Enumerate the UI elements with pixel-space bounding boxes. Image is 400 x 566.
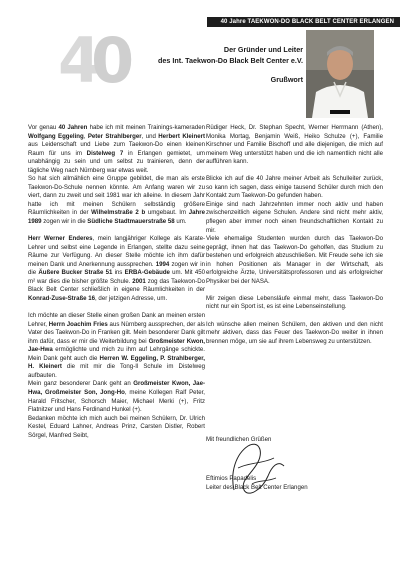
letter-column-right	[206, 124, 383, 355]
closing-greeting: Mit freundlichen Grüßen	[206, 436, 272, 443]
paragraph: Rüdiger Heck, Dr. Stephan Specht, Werner Herrmann (Athen), Monika Mortag, Benjamin Weiß, Heiko Schulze (+), Familie Kirschner und Familie Bischoff und alle diejenigen, die mich auf meinem Weg unterstützt haben und die ich namentlich nicht alle aufführen kann.	[206, 124, 383, 166]
signatory-role: Leiter des Black Belt Center Erlangen	[206, 484, 308, 491]
signature-block	[206, 432, 386, 512]
heading-line-1: Der Gründer und Leiter	[223, 45, 303, 54]
digit-four: 4	[58, 24, 99, 97]
paragraph: Ich wünsche allen meinen Schülern, den aktiven und den nicht mehr aktiven, dass das Feuer des Taekwon-Do weiter in ihnen brennen möge, um sie auf ihrem Lebensweg zu unterstützen.	[206, 320, 383, 345]
section-title: Grußwort	[270, 75, 303, 84]
paragraph: Mir zeigen diese Lebensläufe einmal mehr, dass Taekwon-Do nicht nur ein Sport ist, es ist eine Lebenseinstellung.	[206, 294, 383, 311]
paragraph: Blicke ich auf die 40 Jahre meiner Arbeit als Schulleiter zurück, so kann ich sagen, dass einige tausend Schüler durch mich den Kontakt zum Taekwon-Do gefunden haben. Einige sind nach Jahrzehnten immer noch aktiv und haben zwischenzeitlich eigene Schulen. Andere sind nicht mehr aktiv, pflegen aber immer noch einen freundschaftlichen Kontakt zu mir. Viele ehemalige Studenten wurden durch das Taekwon-Do geprägt, ihnen hat das Taekwon-Do geholfen, das Studium zu bestehen und erfolgreich abzuschließen. Mit Freude sehe ich sie in hohen Positionen als Manager in der Wirtschaft, als erfolgreiche Ärzte, Universitätsprofessoren und als erfolgreicher Physiker bei der NASA.	[206, 175, 383, 285]
founder-photo-image	[306, 30, 374, 118]
letter-column-left	[28, 124, 205, 449]
signatory	[206, 474, 308, 492]
paragraph: Ich möchte an dieser Stelle einen großen Dank an meinen ersten Lehrer, Herrn Joachim Fries aus Nürnberg aussprechen, der als Vater des Taekwon-Do in Franken gilt. Mein besonderer Dank gilt ihm dafür, dass er mir die Weiterbildung bei Großmeister Kwon, Jae-Hwa ermöglichte und mich zu ihm auf Lehrgänge schickte. Mein Dank geht auch die Herren W. Eggeling, P. Strahlberger, H. Kleinert die mit mir die Tong-Il Schule im Distelweg aufbauten. Mein ganz besonderer Dank geht an Großmeister Kwon, Jae-Hwa, Großmeister Son, Jong-Ho, meine Kollegen Ralf Peter, Harald Fritscher, Schorsch Maier, Michael Merki (+), Fritz Flatnitzer und Hans Ferdinand Hunkel (+). Bedanken möchte ich mich auch bei meinen Schülern, Dr. Ulrich Kestel, Eduard Lahner, Andreas Prinz, Carsten Distler, Robert Sörgel, Manfred Seibt,	[28, 312, 206, 439]
digit-zero: 0	[91, 24, 132, 97]
header-bar: 40 Jahre TAEKWON-DO BLACK BELT CENTER ERLANGEN	[207, 17, 400, 27]
anniversary-40-graphic	[58, 24, 132, 97]
founder-photo	[306, 30, 374, 118]
signatory-name: Eftimios Papadelis	[206, 475, 257, 482]
heading-line-2: des Int. Taekwon-Do Black Belt Center e.V.	[158, 56, 303, 65]
page-heading	[158, 44, 303, 66]
paragraph: Herr Werner Enderes, mein langjähriger Kollege als Karate-Lehrer und selbst eine Legende in Erlangen, stellte dazu seine Räume zur Verfügung. An dieser Stelle möchte ich ihm dafür meinen Dank und Anerkennung aussprechen. 1994 zogen wir in die Äußere Bucker Straße 51 ins ERBA-Gebäude um. Mit 450 m² war dies die bisher größte Schule. 2001 zog das Taekwon-Do Black Belt Center schließlich in eigene Räumlichkeiten in der Konrad-Zuse-Straße 16, der jetzigen Adresse, um.	[28, 235, 206, 302]
paragraph: Vor genau 40 Jahren habe ich mit meinen Trainings-kameraden Wolfgang Eggeling, Peter Strahlberger, und Herbert Kleinert aus Leidenschaft und Liebe zum Taekwon-Do einen kleinen Raum für uns im Distelweg 7 in Erlangen gemietet, um unabhängig zu sein und um selbst zu trainieren, denn der tägliche Weg nach Nürnberg war etwas weit. So hat sich allmählich eine Gruppe gebildet, die man als erste Taekwon-Do-Schule nennen könnte. Am Anfang waren wir zu viert, dann zu zweit und seit 1981 war ich alleine. In diesem Jahr hatte ich mit meinen Schülern selbständig größere Räumlichkeiten in der Wilhelmstraße 2 b umgebaut. Im Jahre 1989 zogen wir in die Südliche Stadtmauerstraße 58 um.	[28, 124, 206, 226]
